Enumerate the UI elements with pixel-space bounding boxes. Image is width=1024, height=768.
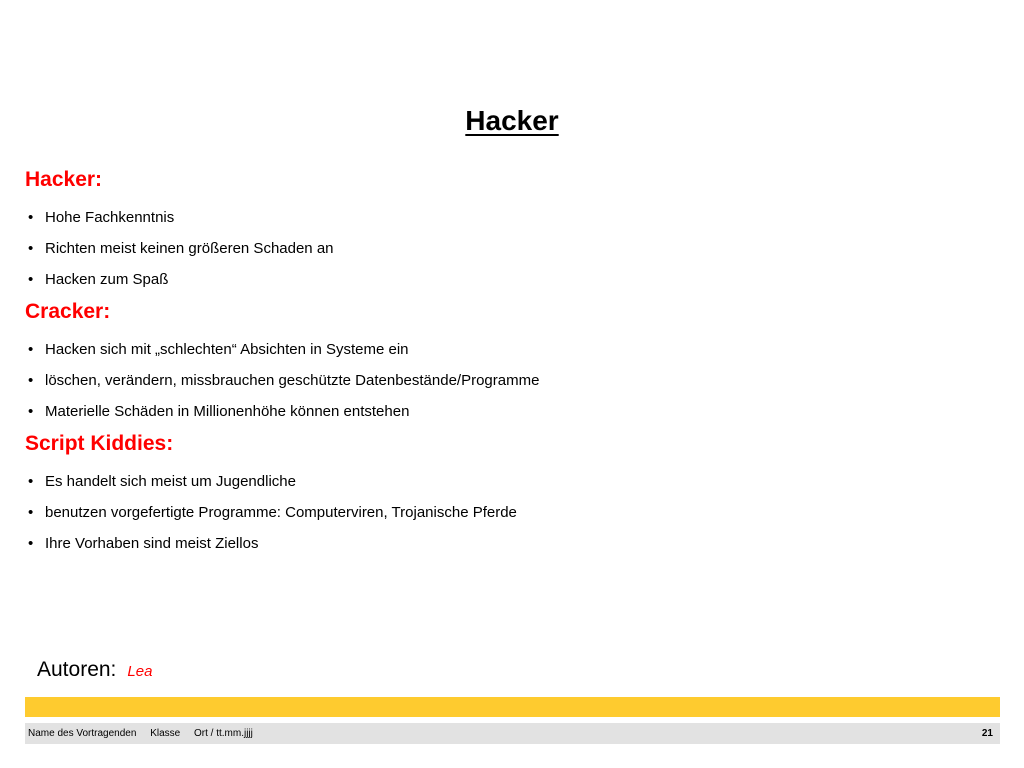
bullet-list [25, 328, 985, 426]
section-heading: Script Kiddies: [25, 432, 174, 455]
bullet-icon: • [28, 504, 34, 521]
slide-title: Hacker [465, 105, 559, 136]
bullet-item [25, 328, 985, 364]
bullet-list [25, 196, 985, 294]
bullet-text: Materielle Schäden in Millionenhöhe können entstehen [45, 403, 410, 420]
footer-place-date: Ort / tt.mm.jjjj [193, 728, 253, 739]
footer-info [28, 723, 264, 744]
bullet-item [25, 364, 985, 395]
footer-class: Klasse [150, 728, 181, 739]
bullet-text: Es handelt sich meist um Jugendliche [45, 473, 296, 490]
bullet-text: benutzen vorgefertigte Programme: Computerviren, Trojanische Pferde [45, 504, 517, 521]
accent-bar [25, 697, 1000, 717]
slide-content [25, 166, 985, 558]
bullet-text: Ihre Vorhaben sind meist Ziellos [45, 535, 259, 552]
bullet-icon: • [28, 403, 34, 420]
bullet-item [25, 263, 985, 294]
bullet-text: Hacken sich mit „schlechten“ Absichten in Systeme ein [45, 341, 409, 358]
bullet-list [25, 460, 985, 558]
authors-label: Autoren: [37, 658, 117, 681]
bullet-icon: • [28, 341, 34, 358]
bullet-text: löschen, verändern, missbrauchen geschützte Datenbestände/Programme [45, 372, 540, 389]
bullet-icon: • [28, 209, 34, 226]
author-name: Lea [127, 663, 153, 680]
page-number: 21 [981, 728, 993, 739]
bullet-item [25, 460, 985, 496]
bullet-text: Richten meist keinen größeren Schaden an [45, 240, 334, 257]
bullet-icon: • [28, 240, 34, 257]
bullet-icon: • [28, 271, 34, 288]
bullet-item [25, 232, 985, 263]
section-hacker [25, 166, 985, 294]
footer-bar [25, 723, 1000, 744]
bullet-icon: • [28, 535, 34, 552]
footer-presenter: Name des Vortragenden [28, 728, 137, 739]
bullet-icon: • [28, 473, 34, 490]
bullet-item [25, 395, 985, 426]
bullet-text: Hohe Fachkenntnis [45, 209, 175, 226]
section-script-kiddies [25, 430, 985, 558]
bullet-item [25, 196, 985, 232]
bullet-text: Hacken zum Spaß [45, 271, 169, 288]
section-heading: Cracker: [25, 300, 111, 323]
section-cracker [25, 298, 985, 426]
bullet-icon: • [28, 372, 34, 389]
bullet-item [25, 496, 985, 527]
section-heading: Hacker: [25, 168, 103, 191]
authors [37, 657, 152, 683]
bullet-item [25, 527, 985, 558]
